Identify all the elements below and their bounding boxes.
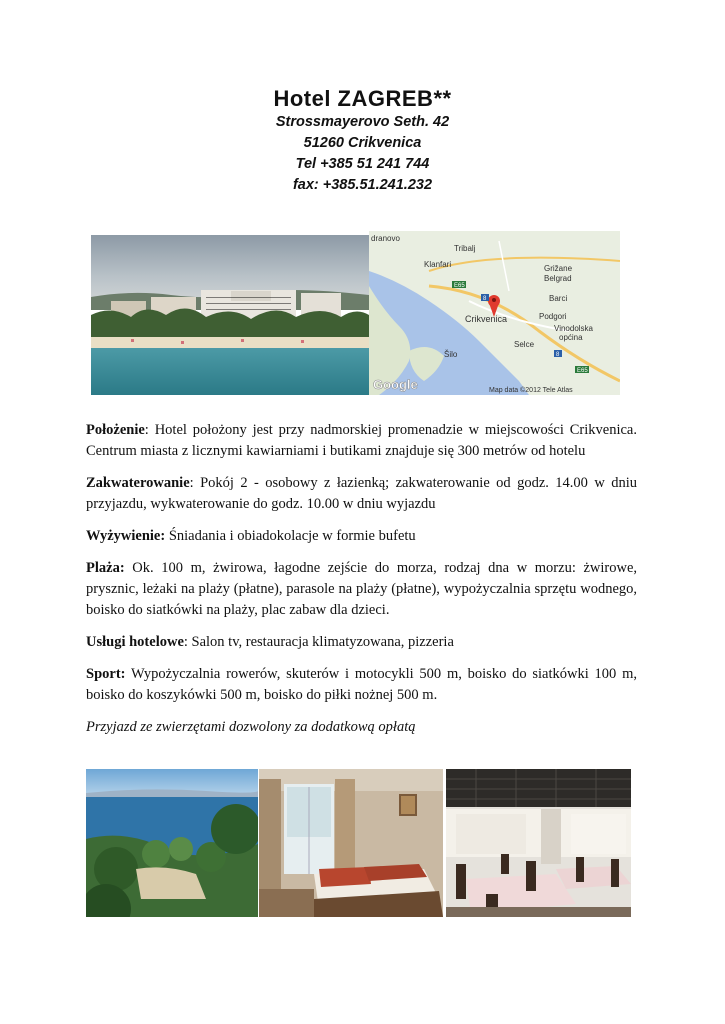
road-8-south: 8 [556, 352, 560, 358]
hotel-title: Hotel ZAGREB** [273, 86, 452, 111]
map-attribution: Map data ©2012 Tele Atlas [489, 387, 573, 394]
section-sport-text: Wypożyczalnia rowerów, skuterów i motocykli 500 m, boisko do siatkówki 100 m, boisko do koszykówki 500 m, boisko do piłki nożnej 500 m. [86, 666, 637, 703]
section-location-text: Hotel położony jest przy nadmorskiej promenadzie w miejscowości Crikvenica. Centrum miasta z licznymi kawiarniami i butikami znajduje się 300 metrów od hotelu [86, 422, 637, 459]
map-label-belgrad: Belgrad [544, 274, 572, 283]
map-label-grizane: Grižane [544, 264, 573, 273]
section-accommodation-text: Pokój 2 - osobowy z łazienką; zakwaterowanie od godz. 14.00 w dniu przyjazdu, wykwaterowanie do godz. 10.00 w dniu wyjazdu [86, 475, 637, 512]
map-label-dranovo: dranovo [371, 234, 400, 243]
hotel-room-photo [259, 769, 443, 917]
map-label-silo: Šilo [444, 350, 458, 359]
restaurant-photo [446, 769, 631, 917]
road-e65-north: E65 [454, 283, 465, 289]
section-beach-text: Ok. 100 m, żwirowa, łagodne zejście do morza, rodzaj dna w morzu: żwirowe, prysznic, leżaki na plaży (płatne), parasole na plaży (płatne), wypożyczalnia sprzętu wodnego, boisko do siatkówki na plaży, plac zabaw dla dzieci. [86, 560, 638, 618]
map-label-barci: Barci [549, 294, 568, 303]
map-label-opcina: općina [559, 333, 583, 342]
bottom-photo-strip [86, 769, 631, 917]
section-accommodation-label: Zakwaterowanie [86, 475, 190, 491]
top-photo-strip [91, 231, 620, 395]
section-services: Usługi hotelowe: Salon tv, restauracja klimatyzowana, pizzeria [86, 634, 454, 650]
map-label-tribalj: Tribalj [454, 244, 476, 253]
section-accommodation: Zakwaterowanie: Pokój 2 - osobowy z łazienką; zakwaterowanie od godz. 14.00 w dniu przyjazdu, wykwaterowanie do godz. 10.00 w dniu wyjazdu [86, 475, 637, 512]
hotel-address: Strossmayerovo Seth. 42 [275, 114, 450, 130]
map-label-selce: Selce [514, 340, 535, 349]
google-logo: Google [373, 377, 418, 392]
section-meals-label: Wyżywienie: [86, 528, 166, 544]
section-services-text: Salon tv, restauracja klimatyzowana, pizzeria [191, 634, 454, 650]
location-map [369, 231, 620, 395]
beach-hotel-photo [91, 235, 369, 395]
section-meals [86, 526, 637, 547]
map-label-klanfari: Klanfari [424, 260, 452, 269]
map-label-podgori: Podgori [539, 312, 567, 321]
hotel-phone: Tel +385 51 241 744 [295, 156, 430, 172]
section-sport-label: Sport: [86, 666, 126, 682]
map-label-vinodolska: Vinodolska [554, 324, 593, 333]
section-location: Położenie: Hotel położony jest przy nadmorskiej promenadzie w miejscowości Crikvenica. Centrum miasta z licznymi kawiarniami i butikami znajduje się 300 metrów od hotelu [86, 422, 637, 459]
hotel-header [0, 86, 725, 196]
hotel-fax: fax: +385.51.241.232 [292, 177, 433, 193]
hotel-city: 51260 Crikvenica [303, 135, 422, 151]
coast-photo [86, 769, 258, 917]
section-sport [86, 664, 637, 706]
map-label-crikvenica: Crikvenica [465, 314, 508, 324]
section-beach [86, 558, 637, 621]
hotel-description [86, 420, 637, 738]
section-services-label: Usługi hotelowe [86, 634, 184, 650]
section-beach-label: Plaża: [86, 560, 125, 576]
pets-note: Przyjazd ze zwierzętami dozwolony za dodatkową opłatą [86, 719, 416, 735]
section-location-label: Położenie [86, 422, 145, 438]
road-e65-south: E65 [577, 368, 588, 374]
road-8-north: 8 [483, 296, 487, 302]
section-meals-text: Śniadania i obiadokolacje w formie bufetu [168, 528, 416, 544]
